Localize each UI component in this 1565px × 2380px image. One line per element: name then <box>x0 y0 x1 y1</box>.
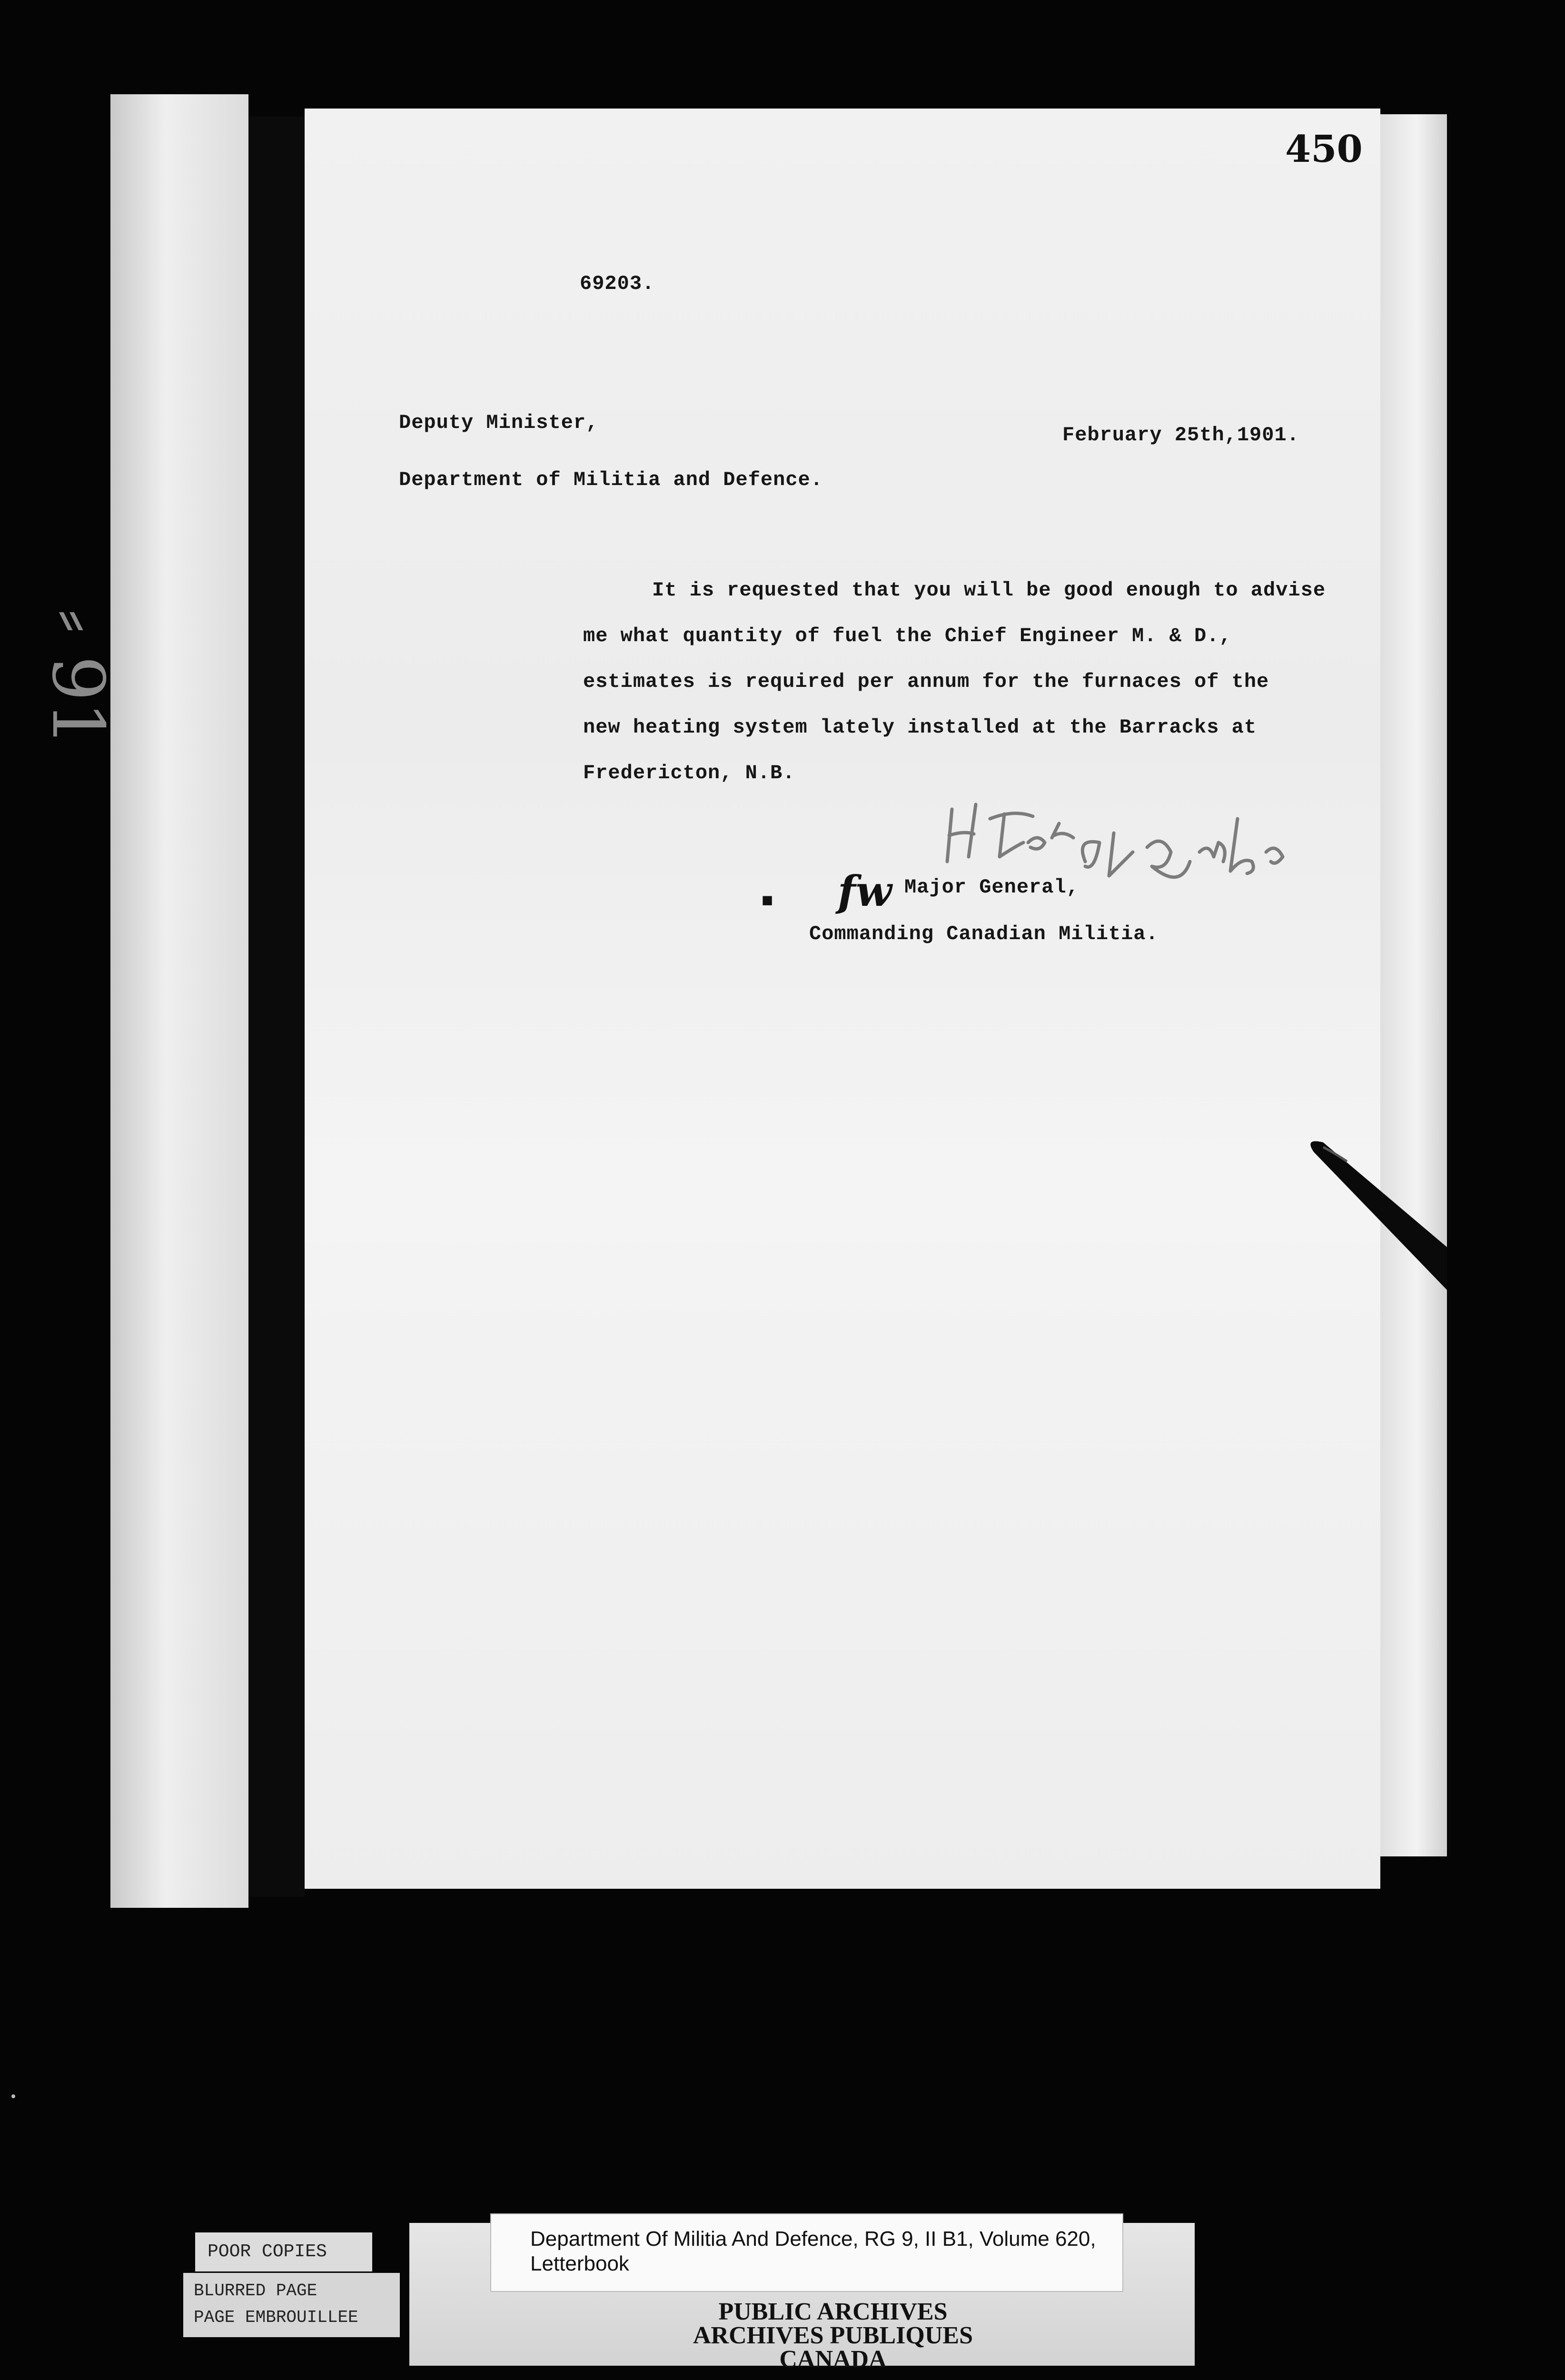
letter-date: February 25th,1901. <box>1062 424 1299 446</box>
letter-page <box>305 109 1380 1889</box>
body-line: estimates is required per annum for the furnaces of the <box>583 670 1269 693</box>
signature-block <box>809 876 1159 945</box>
catalogue-line: Department Of Militia And Defence, RG 9, II B1, Volume 620, <box>530 2227 1096 2251</box>
signature-initial: fw <box>838 866 892 916</box>
pencil-tip-icon <box>1304 1133 1447 1290</box>
page-stack-edge <box>1371 114 1447 1856</box>
body-line: me what quantity of fuel the Chief Engineer M. & D., <box>583 625 1232 647</box>
archives-stamp <box>638 2300 1028 2371</box>
binding-strip <box>110 94 248 1908</box>
binding-shadow <box>248 117 305 1897</box>
recipient-title: Deputy Minister, <box>399 411 599 434</box>
catalogue-line: Letterbook <box>530 2252 629 2275</box>
body-line: Fredericton, N.B. <box>583 762 795 784</box>
body-line: new heating system lately installed at the Barracks at <box>583 716 1257 739</box>
body-line: It is requested that you will be good enough to advise <box>652 579 1326 602</box>
blurred-page-fr: PAGE EMBROUILLEE <box>194 2308 358 2327</box>
signature-title: Major General, <box>904 876 1079 899</box>
film-speck <box>11 2094 15 2098</box>
binding-pencil-mark: ⸗ 91 <box>36 609 119 747</box>
page-number: 450 <box>1285 128 1363 171</box>
archives-line: PUBLIC ARCHIVES <box>718 2298 948 2325</box>
signature-organization: Commanding Canadian Militia. <box>809 922 1159 945</box>
archives-line: CANADA <box>779 2346 887 2373</box>
catalogue-reference <box>490 2213 1123 2292</box>
blurred-page-label <box>183 2273 400 2337</box>
archives-line: ARCHIVES PUBLIQUES <box>693 2322 973 2349</box>
signature-mark-icon: ■ <box>762 891 773 912</box>
letter-body <box>583 567 1326 796</box>
blurred-page-en: BLURRED PAGE <box>194 2281 317 2301</box>
recipient-department: Department of Militia and Defence. <box>399 468 823 491</box>
file-number: 69203. <box>580 272 655 295</box>
poor-copies-label: POOR COPIES <box>195 2232 372 2271</box>
